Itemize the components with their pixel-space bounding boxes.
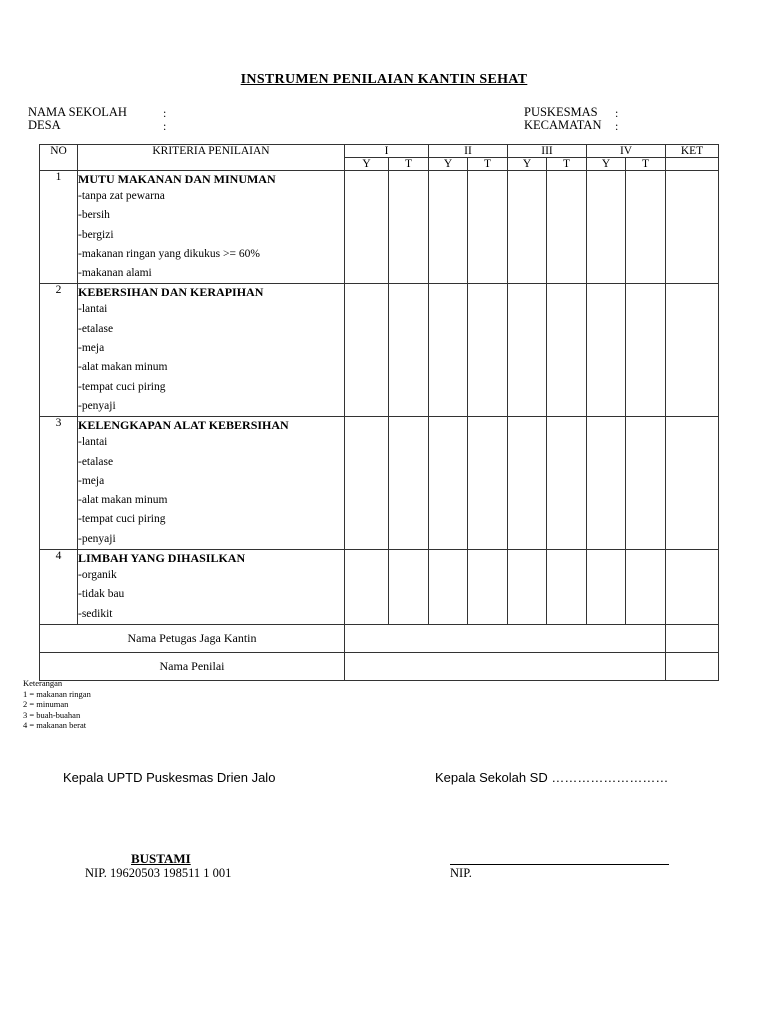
left-signatory-nip: NIP. 19620503 198511 1 001 — [85, 866, 232, 880]
section-number: 3 — [40, 417, 78, 550]
nama-petugas-label: Nama Petugas Jaga Kantin — [40, 624, 345, 652]
table-row — [40, 171, 719, 284]
section-number: 2 — [40, 284, 78, 417]
document-title: INSTRUMEN PENILAIAN KANTIN SEHAT — [240, 72, 528, 87]
criteria-item: -alat makan minum — [78, 494, 168, 507]
score-cell[interactable] — [345, 171, 389, 284]
criteria-item: -sedikit — [78, 607, 113, 620]
ket-cell[interactable] — [666, 417, 719, 550]
sub-t-4: T — [626, 158, 666, 171]
section-title: KELENGKAPAN ALAT KEBERSIHAN — [78, 418, 289, 433]
section-criteria — [78, 284, 345, 417]
score-cell[interactable] — [468, 417, 508, 550]
nama-penilai-label: Nama Penilai — [40, 652, 345, 680]
criteria-item: -meja — [78, 474, 105, 487]
section-number: 4 — [40, 550, 78, 625]
right-signatory-title: Kepala Sekolah SD ……………………… — [435, 770, 669, 785]
criteria-item: -tidak bau — [78, 588, 125, 601]
col-no-header: NO — [40, 145, 78, 171]
criteria-item: -tempat cuci piring — [78, 513, 166, 526]
colon-desa: : — [163, 119, 167, 133]
score-cell[interactable] — [429, 417, 468, 550]
legend-item: 1 = makanan ringan — [23, 688, 91, 699]
criteria-item: -etalase — [78, 455, 114, 468]
colon-kecamatan: : — [615, 119, 619, 133]
score-cell[interactable] — [547, 284, 587, 417]
score-cell[interactable] — [587, 417, 626, 550]
criteria-item: -makanan ringan yang dikukus >= 60% — [78, 247, 260, 260]
score-cell[interactable] — [345, 284, 389, 417]
nama-sekolah-label: NAMA SEKOLAH — [28, 105, 127, 119]
nama-penilai-value[interactable] — [345, 652, 666, 680]
score-cell[interactable] — [587, 171, 626, 284]
assessment-table — [39, 144, 719, 681]
score-cell[interactable] — [468, 171, 508, 284]
col-ket-header: KET — [666, 145, 719, 158]
score-cell[interactable] — [626, 550, 666, 625]
legend — [23, 678, 91, 731]
sub-t-1: T — [389, 158, 429, 171]
section-criteria — [78, 417, 345, 550]
section-number: 1 — [40, 171, 78, 284]
score-cell[interactable] — [468, 284, 508, 417]
nama-petugas-ket[interactable] — [666, 624, 719, 652]
right-signatory-nip: NIP. — [450, 866, 472, 880]
criteria-item: -meja — [78, 342, 105, 355]
criteria-item: -penyaji — [78, 532, 116, 545]
criteria-item: -tanpa zat pewarna — [78, 190, 165, 202]
right-signature-line — [450, 864, 669, 865]
score-cell[interactable] — [345, 417, 389, 550]
table-row — [40, 550, 719, 625]
left-signatory-title: Kepala UPTD Puskesmas Drien Jalo — [63, 770, 276, 785]
puskesmas-label: PUSKESMAS — [524, 105, 598, 119]
score-cell[interactable] — [508, 550, 547, 625]
table-row — [40, 284, 719, 417]
group-header-3: III — [508, 145, 587, 158]
legend-item: 3 = buah-buahan — [23, 709, 81, 720]
ket-cell[interactable] — [666, 284, 719, 417]
sub-y-1: Y — [345, 158, 389, 171]
criteria-item: -bersih — [78, 209, 110, 222]
group-header-4: IV — [587, 145, 666, 158]
score-cell[interactable] — [389, 171, 429, 284]
score-cell[interactable] — [587, 284, 626, 417]
score-cell[interactable] — [626, 417, 666, 550]
sub-y-2: Y — [429, 158, 468, 171]
kecamatan-label: KECAMATAN — [524, 118, 602, 132]
ket-cell[interactable] — [666, 171, 719, 284]
sub-y-4: Y — [587, 158, 626, 171]
score-cell[interactable] — [468, 550, 508, 625]
score-cell[interactable] — [389, 417, 429, 550]
criteria-item: -organik — [78, 569, 117, 582]
score-cell[interactable] — [429, 284, 468, 417]
score-cell[interactable] — [429, 171, 468, 284]
score-cell[interactable] — [547, 550, 587, 625]
table-row — [40, 417, 719, 550]
score-cell[interactable] — [547, 417, 587, 550]
criteria-item: -etalase — [78, 322, 114, 335]
score-cell[interactable] — [508, 284, 547, 417]
score-cell[interactable] — [389, 284, 429, 417]
section-title: LIMBAH YANG DIHASILKAN — [78, 551, 246, 566]
group-header-2: II — [429, 145, 508, 158]
colon-nama-sekolah: : — [163, 106, 167, 120]
score-cell[interactable] — [508, 417, 547, 550]
sub-ket-blank — [666, 158, 719, 171]
ket-cell[interactable] — [666, 550, 719, 625]
section-criteria — [78, 550, 345, 625]
legend-item: 2 = minuman — [23, 699, 69, 709]
nama-penilai-ket[interactable] — [666, 652, 719, 680]
legend-item: 4 = makanan berat — [23, 720, 87, 730]
sub-y-3: Y — [508, 158, 547, 171]
left-signatory-name: BUSTAMI — [131, 851, 191, 866]
criteria-item: -lantai — [78, 436, 108, 449]
legend-title: Keterangan — [23, 678, 63, 688]
score-cell[interactable] — [547, 171, 587, 284]
score-cell[interactable] — [429, 550, 468, 625]
group-header-1: I — [345, 145, 429, 158]
desa-label: DESA — [28, 118, 61, 132]
criteria-item: -makanan alami — [78, 267, 152, 280]
footer-row — [40, 652, 719, 680]
header-right — [524, 106, 601, 132]
criteria-item: -lantai — [78, 303, 108, 316]
score-cell[interactable] — [626, 171, 666, 284]
section-title: KEBERSIHAN DAN KERAPIHAN — [78, 285, 264, 300]
section-criteria — [78, 171, 345, 284]
header-left — [28, 106, 127, 132]
section-title: MUTU MAKANAN DAN MINUMAN — [78, 172, 276, 186]
score-cell[interactable] — [508, 171, 547, 284]
sub-t-3: T — [547, 158, 587, 171]
criteria-item: -penyaji — [78, 399, 116, 412]
nama-petugas-value[interactable] — [345, 624, 666, 652]
score-cell[interactable] — [389, 550, 429, 625]
colon-puskesmas: : — [615, 106, 619, 120]
footer-row — [40, 624, 719, 652]
criteria-item: -bergizi — [78, 228, 114, 241]
sub-t-2: T — [468, 158, 508, 171]
criteria-item: -alat makan minum — [78, 361, 168, 374]
score-cell[interactable] — [345, 550, 389, 625]
score-cell[interactable] — [626, 284, 666, 417]
criteria-item: -tempat cuci piring — [78, 380, 166, 393]
score-cell[interactable] — [587, 550, 626, 625]
col-kriteria-header: KRITERIA PENILAIAN — [78, 145, 345, 171]
